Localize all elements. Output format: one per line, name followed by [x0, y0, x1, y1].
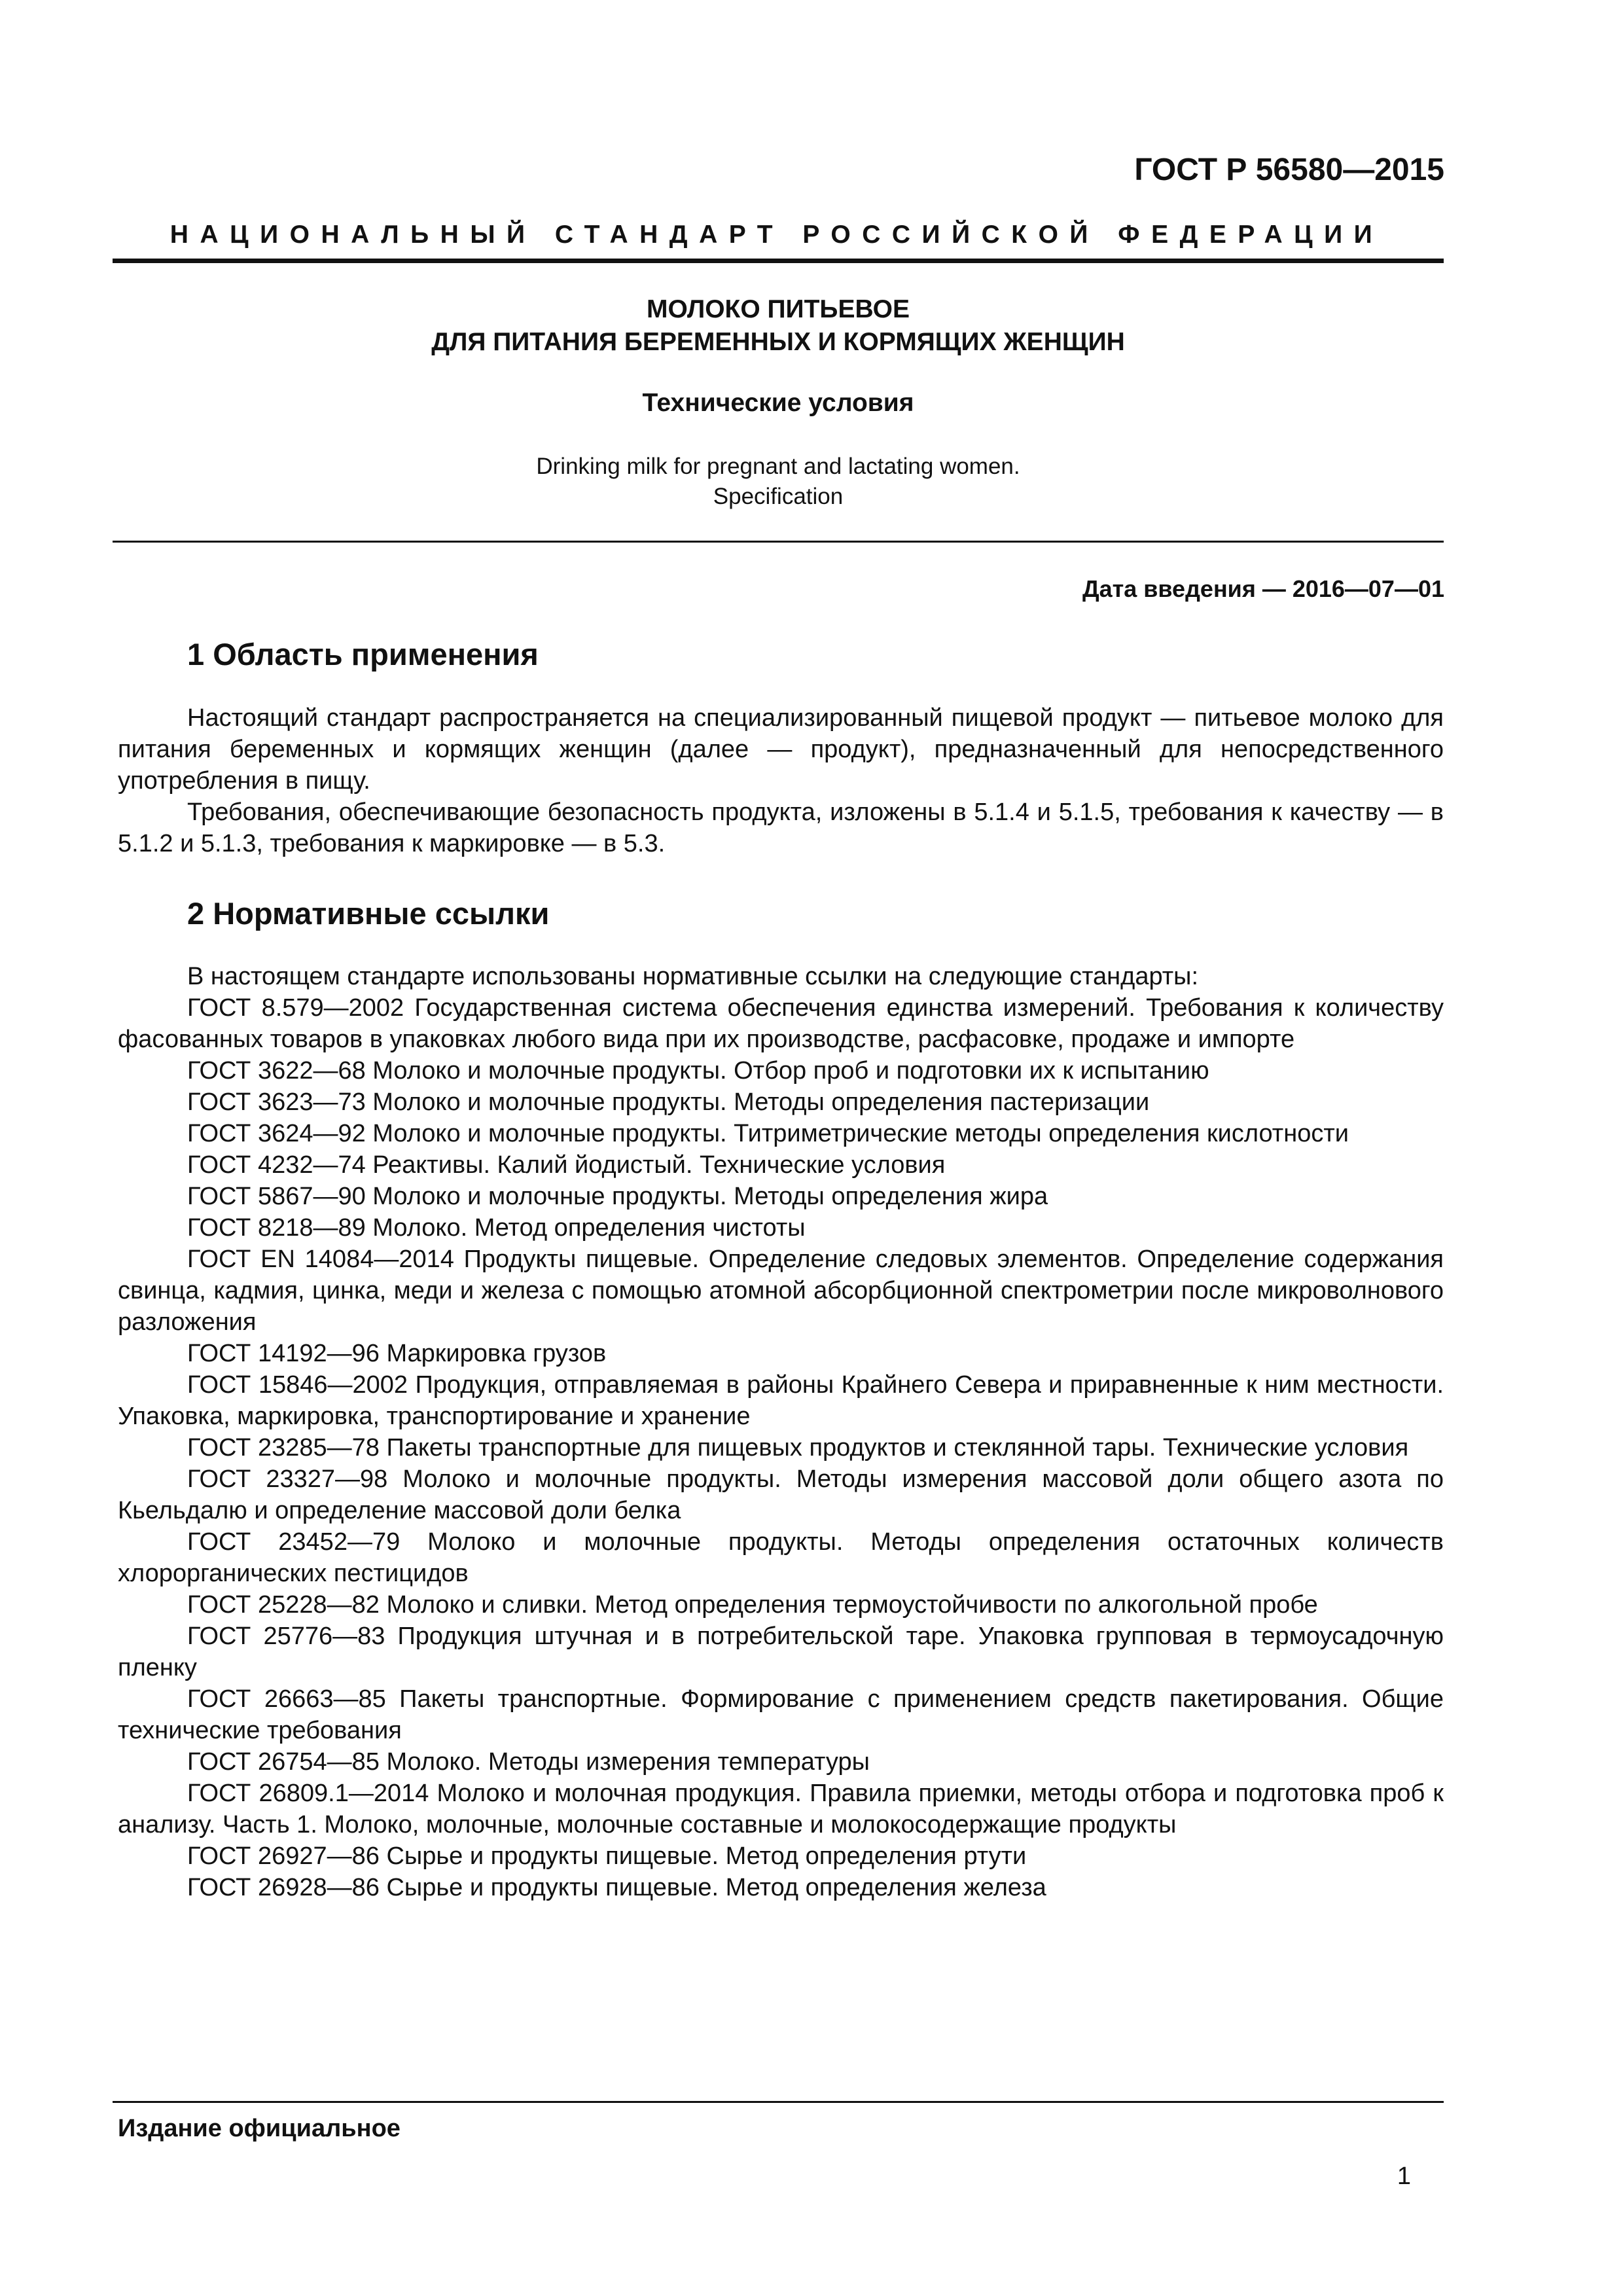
- national-standard-heading: НАЦИОНАЛЬНЫЙ СТАНДАРТ РОССИЙСКОЙ ФЕДЕРАЦИИ: [169, 221, 1384, 249]
- section-1-body: [118, 702, 1444, 859]
- edition-label: Издание официальное: [118, 2115, 401, 2142]
- reference-item: ГОСТ 25228—82 Молоко и сливки. Метод определения термоустойчивости по алкогольной пробе: [187, 1591, 1318, 1619]
- document-code: ГОСТ Р 56580—2015: [1134, 152, 1444, 187]
- section-1-paragraph: Настоящий стандарт распространяется на специализированный пищевой продукт — питьевое молоко для питания беременных и кормящих женщин (далее — продукт), предназначенный для непосредственного употребления в пищу.: [118, 704, 1444, 795]
- reference-item: ГОСТ 26809.1—2014 Молоко и молочная продукция. Правила приемки, методы отбора и подготовка проб к анализу. Часть 1. Молоко, молочные, молочные составные и молокосодержащие продукты: [118, 1780, 1444, 1839]
- reference-item: ГОСТ 3624—92 Молоко и молочные продукты. Титриметрические методы определения кислотности: [187, 1120, 1349, 1147]
- reference-intro: В настоящем стандарте использованы нормативные ссылки на следующие стандарты:: [187, 963, 1199, 990]
- section-1-paragraph: Требования, обеспечивающие безопасность продукта, изложены в 5.1.4 и 5.1.5, требования к качеству — в 5.1.2 и 5.1.3, требования к маркировке — в 5.3.: [118, 798, 1444, 857]
- reference-item: ГОСТ 8218—89 Молоко. Метод определения чистоты: [187, 1214, 806, 1242]
- reference-item: ГОСТ 3623—73 Молоко и молочные продукты. Методы определения пастеризации: [187, 1088, 1150, 1116]
- reference-item: ГОСТ 3622—68 Молоко и молочные продукты. Отбор проб и подготовки их к испытанию: [187, 1057, 1209, 1085]
- footer-divider: [113, 2101, 1444, 2103]
- reference-item: ГОСТ 23285—78 Пакеты транспортные для пищевых продуктов и стеклянной тары. Технические условия: [187, 1434, 1409, 1462]
- english-title-line-2: Specification: [713, 484, 844, 509]
- reference-item: ГОСТ 26927—86 Сырье и продукты пищевые. Метод определения ртути: [187, 1842, 1027, 1870]
- reference-item: ГОСТ 26754—85 Молоко. Методы измерения температуры: [187, 1748, 870, 1776]
- reference-item: ГОСТ 23452—79 Молоко и молочные продукты. Методы определения остаточных количеств хлорорганических пестицидов: [118, 1528, 1444, 1587]
- section-1-heading: 1 Область применения: [187, 637, 539, 672]
- english-title-line-1: Drinking milk for pregnant and lactating women.: [536, 454, 1020, 479]
- header-divider: [113, 259, 1444, 263]
- reference-item: ГОСТ 26663—85 Пакеты транспортные. Формирование с применением средств пакетирования. Общие технические требования: [118, 1685, 1444, 1744]
- reference-item: ГОСТ 15846—2002 Продукция, отправляемая в районы Крайнего Севера и приравненные к ним местности. Упаковка, маркировка, транспортирование и хранение: [118, 1371, 1444, 1430]
- introduction-date: Дата введения — 2016—07—01: [1082, 575, 1444, 602]
- page-number: 1: [1397, 2162, 1411, 2190]
- section-2-heading: 2 Нормативные ссылки: [187, 896, 550, 931]
- reference-item: ГОСТ 26928—86 Сырье и продукты пищевые. Метод определения железа: [187, 1874, 1046, 1901]
- reference-item: ГОСТ 23327—98 Молоко и молочные продукты. Методы измерения массовой доли общего азота по Кьельдалю и определение массовой доли белка: [118, 1465, 1444, 1524]
- document-subtitle: Технические условия: [642, 389, 914, 417]
- reference-item: ГОСТ 4232—74 Реактивы. Калий йодистый. Технические условия: [187, 1151, 946, 1179]
- english-title: [113, 452, 1444, 512]
- reference-item: ГОСТ 14192—96 Маркировка грузов: [187, 1340, 607, 1367]
- reference-item: ГОСТ EN 14084—2014 Продукты пищевые. Определение следовых элементов. Определение содержания свинца, кадмия, цинка, меди и железа с помощью атомной абсорбционной спектрометрии после микроволнового разложения: [118, 1246, 1444, 1336]
- section-2-body: [118, 961, 1444, 1903]
- reference-item: ГОСТ 5867—90 Молоко и молочные продукты. Методы определения жира: [187, 1183, 1048, 1210]
- document-title-line-1: МОЛОКО ПИТЬЕВОЕ: [647, 295, 910, 323]
- document-title-line-2: ДЛЯ ПИТАНИЯ БЕРЕМЕННЫХ И КОРМЯЩИХ ЖЕНЩИН: [431, 328, 1125, 356]
- reference-item: ГОСТ 8.579—2002 Государственная система обеспечения единства измерений. Требования к количеству фасованных товаров в упаковках любого вида при их производстве, расфасовке, продаже и импорте: [118, 994, 1444, 1053]
- title-divider: [113, 541, 1444, 543]
- reference-item: ГОСТ 25776—83 Продукция штучная и в потребительской таре. Упаковка групповая в термоусадочную пленку: [118, 1623, 1444, 1681]
